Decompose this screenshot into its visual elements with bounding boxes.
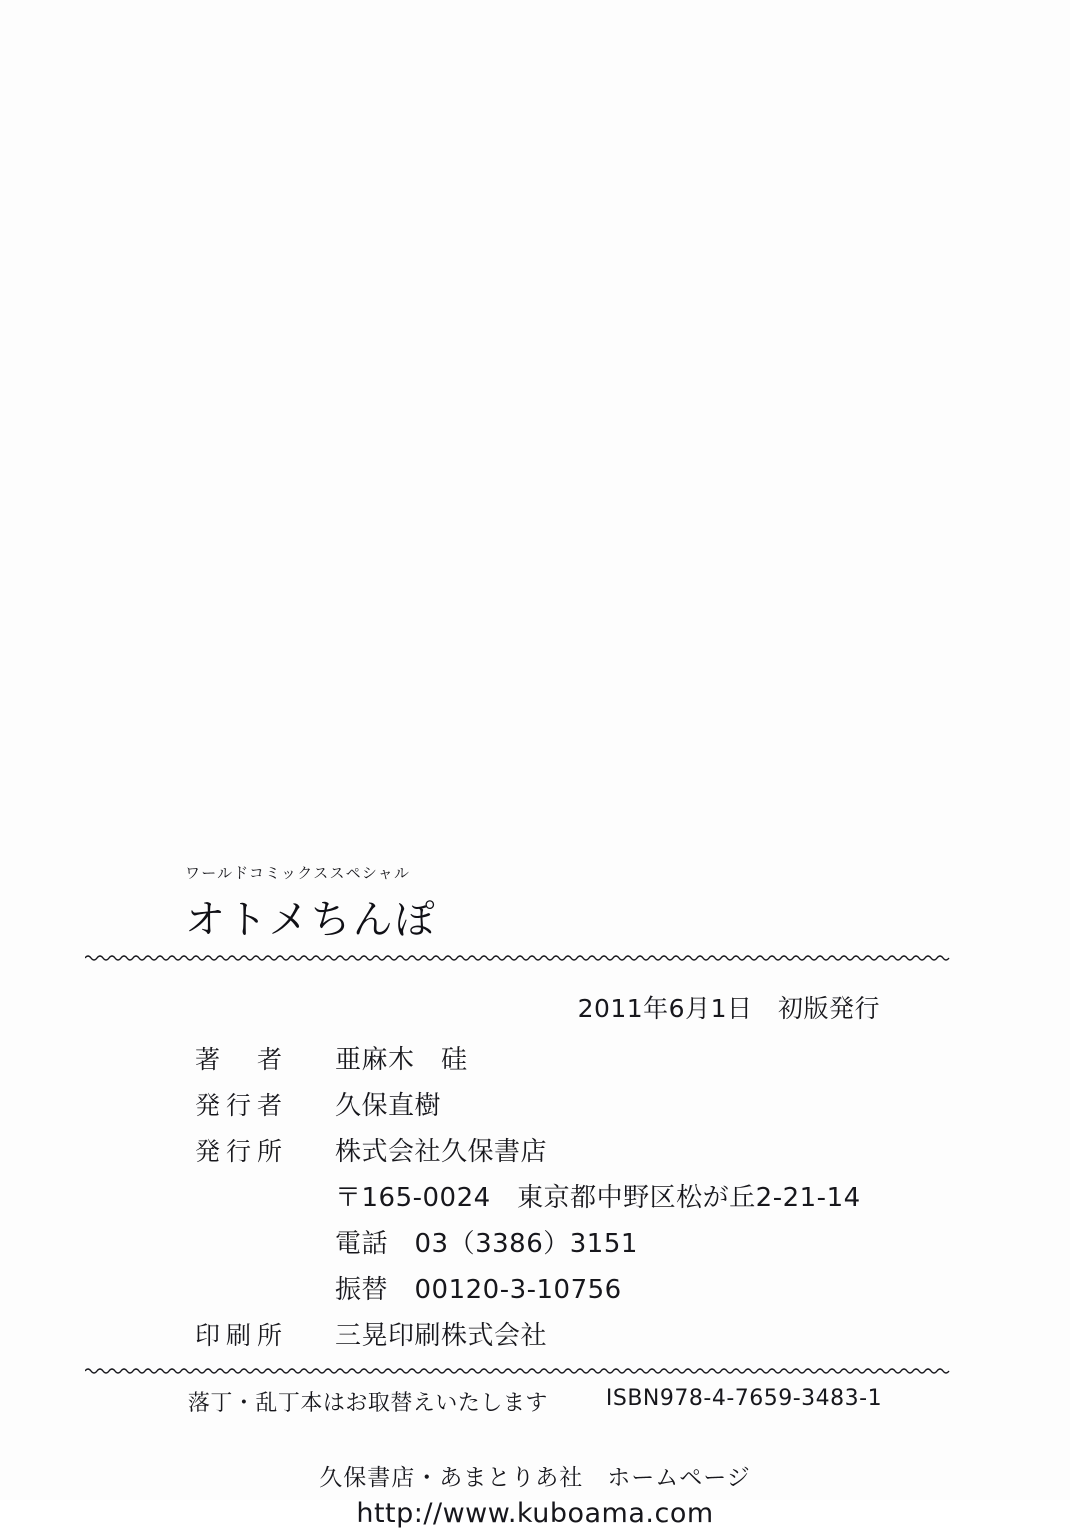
entry-value: 三晃印刷株式会社: [335, 1321, 548, 1351]
defect-isbn-line: [0, 1386, 1070, 1417]
isbn-code: ISBN978-4-7659-3483-1: [605, 1386, 883, 1411]
entry-value: 〒165-0024 東京都中野区松が丘2-21-14: [335, 1183, 861, 1213]
entry-label: 著 者: [195, 1045, 289, 1074]
colophon-row: [0, 1085, 1070, 1122]
colophon-row: [0, 1177, 1070, 1214]
book-title: オトメちんぽ: [185, 897, 437, 943]
entry-value: 亜麻木 硅: [335, 1045, 468, 1075]
colophon-row: [0, 1223, 1070, 1260]
colophon-row: [0, 1039, 1070, 1076]
colophon-entries: [0, 1039, 1070, 1352]
entry-value: 久保直樹: [335, 1091, 442, 1121]
wavy-divider-top: [85, 953, 985, 963]
homepage-name: 久保書店・あまとりあ社 ホームページ: [319, 1465, 751, 1491]
entry-value: 株式会社久保書店: [335, 1137, 548, 1167]
entry-label: 印刷所: [195, 1321, 289, 1350]
entry-value: 振替 00120-3-10756: [335, 1275, 622, 1305]
colophon-row: [0, 1269, 1070, 1306]
entry-label: 発行所: [195, 1137, 289, 1166]
defect-notice: 落丁・乱丁本はお取替えいたします: [187, 1391, 548, 1416]
entry-value: 電話 03（3386）3151: [335, 1229, 638, 1259]
wavy-divider-bottom: [85, 1366, 985, 1376]
homepage-url[interactable]: http://www.kuboama.com: [356, 1498, 714, 1529]
publication-date: 2011年6月1日 初版発行: [577, 994, 880, 1023]
series-label: ワールドコミックススペシャル: [185, 864, 411, 882]
homepage-block: [0, 1459, 1070, 1529]
entry-label: 発行者: [195, 1091, 289, 1120]
colophon-row: [0, 1315, 1070, 1352]
colophon-row: [0, 1131, 1070, 1168]
colophon-block: [0, 862, 1070, 1529]
